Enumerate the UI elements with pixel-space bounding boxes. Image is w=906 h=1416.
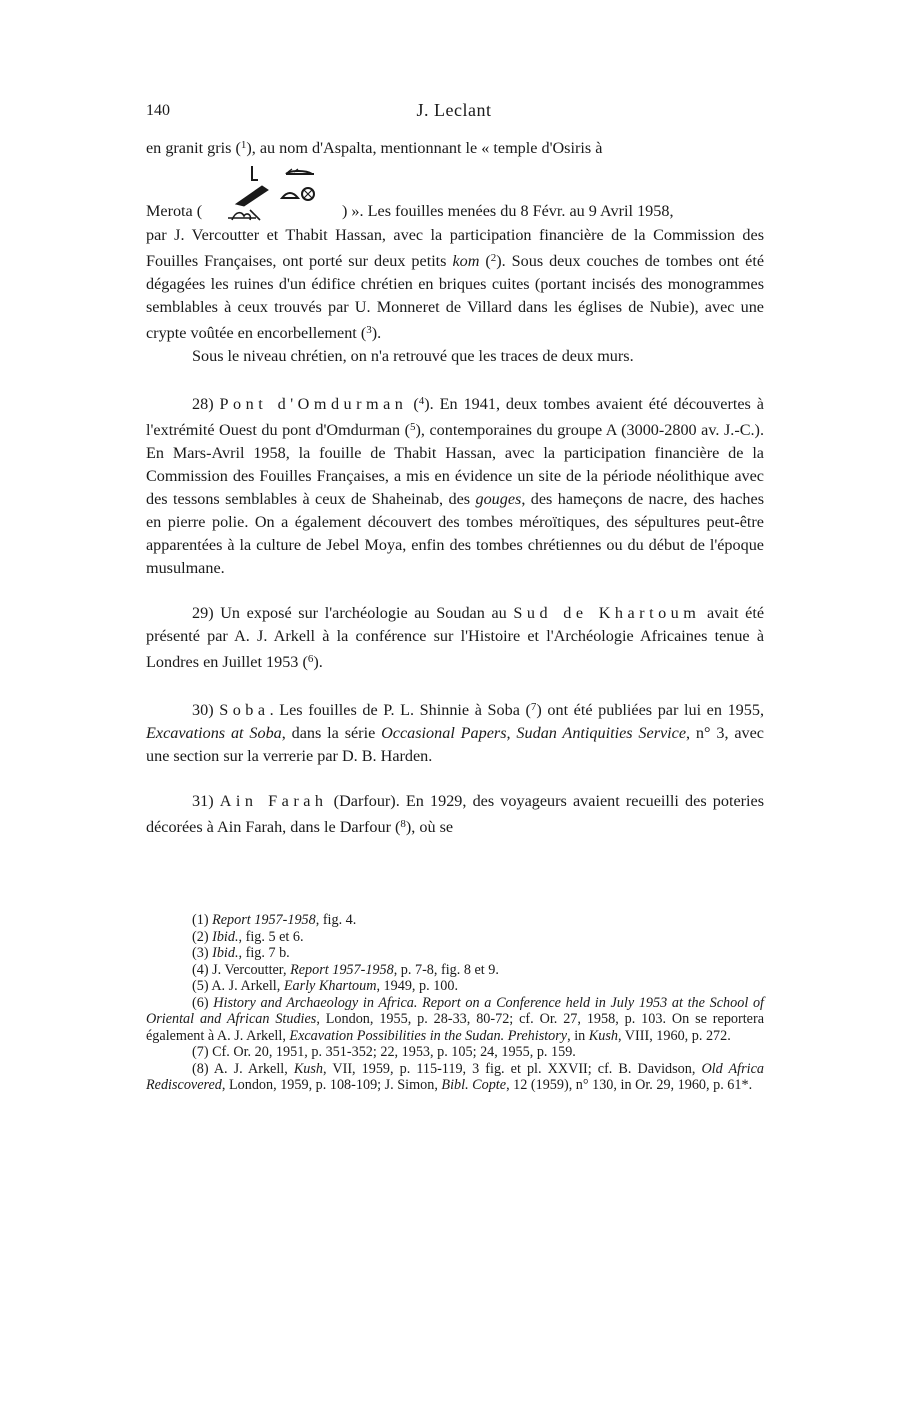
page-number: 140 bbox=[146, 102, 170, 119]
footnote-2: (2) Ibid., fig. 5 et 6. bbox=[192, 928, 304, 945]
running-head: J. Leclant bbox=[416, 100, 492, 120]
page-header bbox=[144, 100, 764, 126]
footnotes bbox=[146, 912, 764, 1094]
footnote-6: (6) History and Archaeology in Africa. Report on a Conference held in July 1953 at the School of Oriental and African Studies, London, 1955, p. 28-33, 80-72; cf. Or. 27, 1958, p. 103. On se reportera également à A. J. Arkell, Excavation Possibilities in the Sudan. Prehistory, in Kush, VIII, 1960, p. 272. bbox=[146, 994, 765, 1044]
paragraph-murs: Sous le niveau chrétien, on n'a retrouvé que les traces de deux murs. bbox=[192, 347, 634, 365]
paragraph-aspalta-rest: par J. Vercoutter et Thabit Hassan, avec la participation financière de la Commission des Fouilles Françaises, ont porté sur deux petits kom ($^2$). Sous deux couches de tombes ont été dégagées les ruines d'un édifice chrétien en briques cuites (portant incisés des monogrammes semblables à ceux trouvés par U. Monneret de Villard dans les églises de Nubie), avec une crypte voûtée en encorbellement ($^3$). bbox=[146, 226, 764, 342]
section-title-soba: Soba bbox=[219, 701, 270, 719]
footnote-1: (1) Report 1957-1958, fig. 4. bbox=[192, 912, 357, 928]
merota-line bbox=[146, 160, 764, 224]
paragraph-28: 28) Pont d'Omdurman ($^4$). En 1941, deux tombes avaient été découvertes à l'extrémité Ouest du pont d'Omdurman ($^5$), contemporaines du groupe A (3000-2800 av. J.-C.). En Mars-Avril 1958, la fouille de Thabit Hassan, avec la participation financière de la Commission des Fouilles Françaises, a mis en évidence un site de la période néolithique avec des tessons semblables à ceux de Shaheinab, des gouges, des hameçons de nacre, des haches en pierre polie. On a également découvert des tombes méroïtiques, des sépultures peut-être apparentées à la culture de Jebel Moya, enfin des tombes chrétiennes ou du début de l'époque musulmane. bbox=[146, 395, 764, 577]
footnote-5: (5) A. J. Arkell, Early Khartoum, 1949, p. 100. bbox=[192, 978, 459, 994]
section-title-ain-farah: Ain Farah bbox=[219, 792, 328, 810]
paragraph-31: 31) Ain Farah (Darfour). En 1929, des voyageurs avaient recueilli des poteries décorées à Ain Farah, dans le Darfour ($^8$), où se bbox=[146, 792, 765, 836]
paragraph-30: 30) Soba. Les fouilles de P. L. Shinnie à Soba ($^7$) ont été publiées par lui en 1955, Excavations at Soba, dans la série Occasional Papers, Sudan Antiquities Service, n° 3, avec une section sur la verrerie par D. B. Harden. bbox=[146, 701, 764, 765]
footnote-4: (4) J. Vercoutter, Report 1957-1958, p. 7-8, fig. 8 et 9. bbox=[192, 961, 499, 978]
merota-continuation: ) ». Les fouilles menées du 8 Févr. au 9 Avril 1958, bbox=[342, 202, 674, 220]
paragraph-29: 29) Un exposé sur l'archéologie au Soudan au Sud de Khartoum avait été présenté par A. J. Arkell à la conférence sur l'Histoire et l'Archéologie Africaines tenue à Londres en Juillet 1953 ($^6$). bbox=[146, 604, 765, 671]
section-title-omdurman: Pont d'Omdurman bbox=[219, 395, 408, 413]
hieroglyph-merota-icon bbox=[224, 160, 342, 224]
footnote-8: (8) A. J. Arkell, Kush, VII, 1959, p. 115-119, 3 fig. et pl. XXVII; cf. B. Davidson, Old Africa Rediscovered, London, 1959, p. 108-109; J. Simon, Bibl. Copte, 12 (1959), n° 130, in Or. 29, 1960, p. 61*. bbox=[146, 1060, 764, 1093]
merota-label: Merota ( bbox=[146, 202, 203, 220]
footnote-3: (3) Ibid., fig. 7 b. bbox=[192, 945, 290, 961]
main-text bbox=[146, 134, 764, 839]
section-title-khartoum: Sud de Khartoum bbox=[513, 604, 701, 622]
footnote-7: (7) Cf. Or. 20, 1951, p. 351-352; 22, 1953, p. 105; 24, 1955, p. 159. bbox=[192, 1044, 576, 1060]
paragraph-aspalta-line1: en granit gris ($^1$), au nom d'Aspalta, mentionnant le « temple d'Osiris à bbox=[146, 139, 603, 157]
